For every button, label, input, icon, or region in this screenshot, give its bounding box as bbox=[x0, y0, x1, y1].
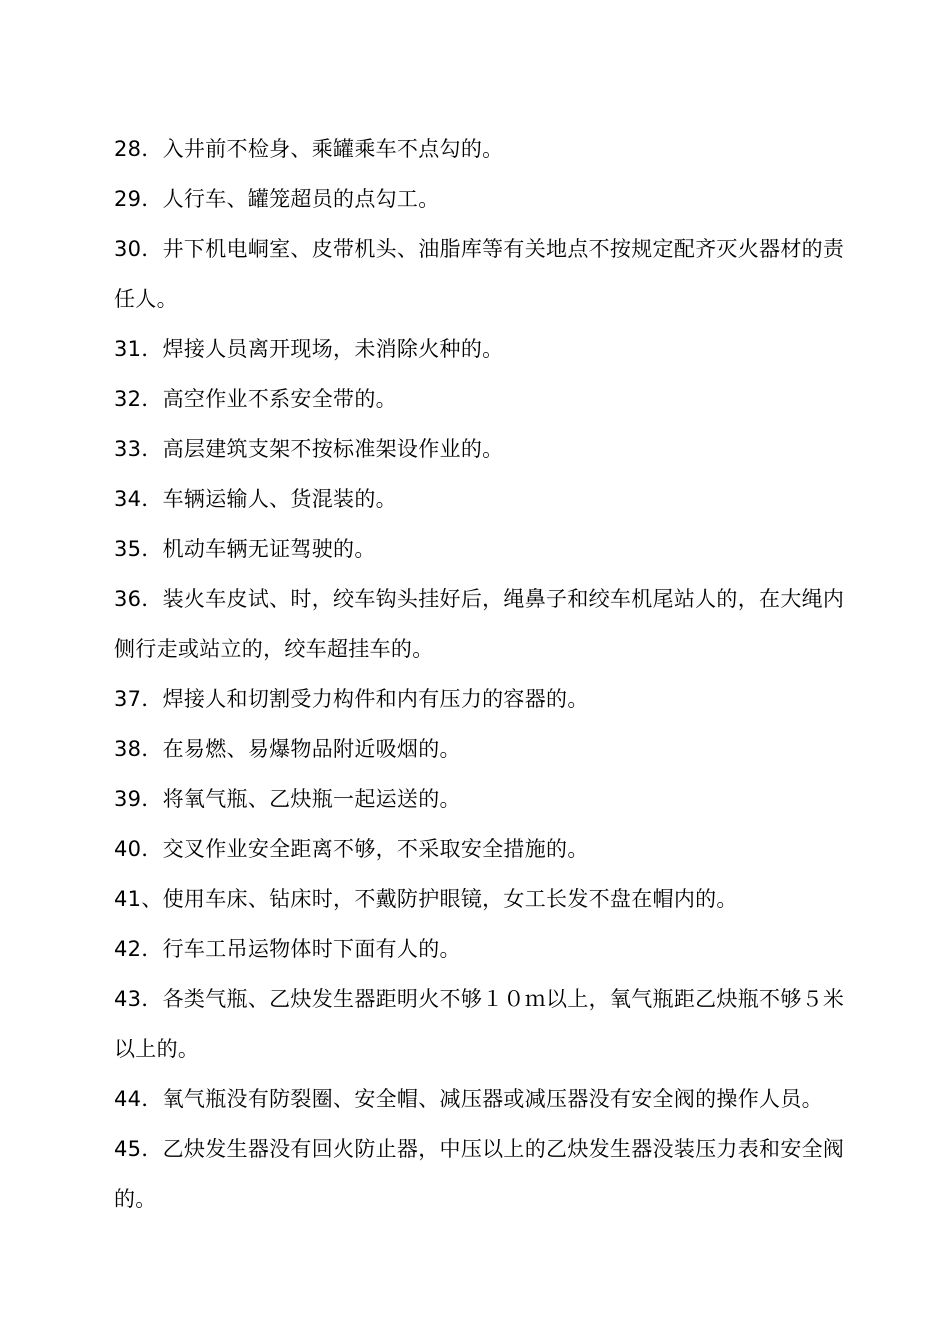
list-item-45: 45．乙炔发生器没有回火防止器，中压以上的乙炔发生器没装压力表和安全阀的。 bbox=[114, 1137, 845, 1211]
list-item-40: 40．交叉作业安全距离不够，不采取安全措施的。 bbox=[114, 837, 589, 861]
list-item-30: 30．井下机电峒室、皮带机头、油脂库等有关地点不按规定配齐灭火器材的责任人。 bbox=[114, 237, 845, 311]
list-item-37: 37．焊接人和切割受力构件和内有压力的容器的。 bbox=[114, 687, 589, 711]
list-item-35: 35．机动车辆无证驾驶的。 bbox=[114, 537, 376, 561]
list-item-29: 29．人行车、罐笼超员的点勾工。 bbox=[114, 187, 440, 211]
list-item-44: 44．氧气瓶没有防裂圈、安全帽、减压器或减压器没有安全阀的操作人员。 bbox=[114, 1087, 823, 1111]
list-item-31: 31．焊接人员离开现场，未消除火种的。 bbox=[114, 337, 504, 361]
list-item-38: 38．在易燃、易爆物品附近吸烟的。 bbox=[114, 737, 461, 761]
list-item-43: 43．各类气瓶、乙炔发生器距明火不够１０ｍ以上，氧气瓶距乙炔瓶不够５米以上的。 bbox=[114, 987, 845, 1061]
list-item-34: 34．车辆运输人、货混装的。 bbox=[114, 487, 397, 511]
list-item-28: 28．入井前不检身、乘罐乘车不点勾的。 bbox=[114, 137, 504, 161]
list-item-42: 42．行车工吊运物体时下面有人的。 bbox=[114, 937, 461, 961]
list-item-36: 36．装火车皮试、时，绞车钩头挂好后，绳鼻子和绞车机尾站人的，在大绳内侧行走或站立的，绞车超挂车的。 bbox=[114, 587, 845, 661]
list-item-41: 41、使用车床、钻床时，不戴防护眼镜，女工长发不盘在帽内的。 bbox=[114, 887, 738, 911]
rule-list bbox=[114, 124, 849, 1224]
list-item-39: 39．将氧气瓶、乙炔瓶一起运送的。 bbox=[114, 787, 461, 811]
list-item-32: 32．高空作业不系安全带的。 bbox=[114, 387, 397, 411]
list-item-33: 33．高层建筑支架不按标准架设作业的。 bbox=[114, 437, 504, 461]
